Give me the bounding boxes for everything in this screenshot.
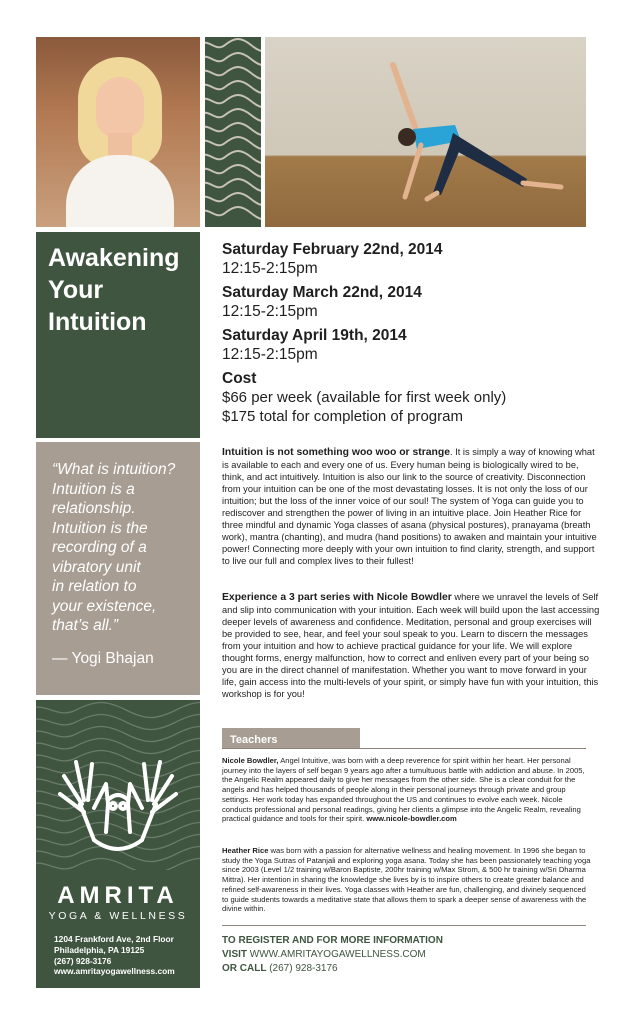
register-call[interactable] — [222, 962, 602, 976]
quote-block — [36, 442, 200, 695]
session-date: Saturday February 22nd, 2014 — [222, 241, 443, 258]
paragraph-body: where we unravel the levels of Self and slip into communication with your intuition. Each week will build upon the last accessing deeper levels of awareness and confidence. Meditation, personal and group exercises will be provided to see, hear, and feel your soul speak to you. Learn to discern the messages from your intuition and how to achieve practical guidance for your life. We will explore thought forms, energy malfunction, how to correct and enliven every part of your being so you are in the direct channel of manifestation. Whether you want to move forward in your life, gain access into the multi-levels of your spirit, or simply have fun with your intuition, this workshop is for you! — [222, 592, 600, 699]
quote-author: — Yogi Bhajan — [52, 649, 154, 667]
phone-number: (267) 928-3176 — [54, 955, 112, 966]
teacher-name: Nicole Bowdler, — [222, 756, 279, 765]
session-date: Saturday April 19th, 2014 — [222, 327, 407, 344]
hands-logo-icon — [54, 740, 182, 860]
divider — [222, 748, 586, 749]
paragraph-lead: Experience a 3 part series with Nicole Bowdler — [222, 592, 452, 603]
teacher-bio-text: Angel Intuitive, was born with a deep reverence for spirit within her heart. Her personal journey into the layers of self began 9 years ago after a tumultuous battle with addiction and abuse. In 2005, the Angelic Realm appeared daily to give her messages from the other side. She is a clear conduit for the angels and has helped thousands of people along in their personal journeys through private and group settings. Her work today has expanded throughout the US and continues to evolve each week. Nicole conducts professional and personal readings, giving her clients a glimpse into the Angelic Realm, revealing practical guidance and tools for their spirit. — [222, 756, 585, 824]
teachers-heading: Teachers — [222, 728, 360, 748]
cost-total: $175 total for completion of program — [222, 408, 463, 425]
teacher-bio-heather — [222, 846, 592, 914]
call-label: OR CALL — [222, 963, 267, 974]
session-date: Saturday March 22nd, 2014 — [222, 284, 422, 301]
event-title: Awakening Your Intuition — [48, 244, 180, 336]
teacher-bio-text: was born with a passion for alternative wellness and healing movement. In 1996 she began to study the Yoga Sutras of Patanjali and exploring yoga asana. Today she has been passionately teaching yoga since 2003 (Level 1/2 training w/Baron Baptiste, 200hr training w/Max Strom, & 500 hr training w/Sri Dharma Mittra). Her intention in sharing the knowledge she lives by is to inspire others to create greater balance and refined self-awareness in their lives. Yoga classes with Heather are fun, challenging, and divinely sequenced to guide students towards a meditative state that allows them to spark a deeper sense of awareness with the divine within. — [222, 846, 591, 914]
schedule-section — [222, 240, 602, 426]
call-number[interactable]: (267) 928-3176 — [266, 963, 338, 974]
quote-text: “What is intuition? Intuition is a relationship. Intuition is the recording of a vibratory unit in relation to your existence, that’s all.” — [52, 461, 176, 634]
visit-label: VISIT — [222, 949, 248, 960]
cost-heading: Cost — [222, 370, 257, 387]
address-line-2: Philadelphia, PA 19125 — [54, 944, 145, 955]
session-time: 12:15-2:15pm — [222, 346, 318, 363]
event-title-block — [36, 232, 200, 438]
address-line-1: 1204 Frankford Ave, 2nd Floor — [54, 934, 174, 944]
series-paragraph — [222, 591, 602, 700]
instructor-portrait-photo — [36, 37, 200, 227]
visit-url[interactable]: WWW.AMRITAYOGAWELLNESS.COM — [247, 949, 426, 960]
wave-pattern-panel — [205, 37, 261, 227]
cost-weekly: $66 per week (available for first week only) — [222, 389, 507, 406]
teacher-name: Heather Rice — [222, 846, 269, 855]
intuition-paragraph — [222, 446, 602, 567]
studio-address — [54, 934, 175, 977]
session-time: 12:15-2:15pm — [222, 303, 318, 320]
session-time: 12:15-2:15pm — [222, 260, 318, 277]
teacher-bio-nicole — [222, 756, 592, 824]
paragraph-body: . It is simply a way of knowing what is available to each and every one of us. Every human being is biologically wired to be, think, and act intuitively. Intuition is also our link to the source of creativity. Disconnection from your intuition can be one of the most devastating losses. It is not only the loss of our intuition; but the loss of the inner voice of our soul! The system of Yoga can guide you to rediscover and strengthen the power of living in an intuitive place. Join Heather Rice for three mindful and dynamic Yoga classes of asana (physical postures), pranayama (breath work), mantra (chanting), and mudra (hand positions) to awaken and maintain your intuitive power! Connecting more deeply with your own intuition to find clarity, strength, and support to live our full and complex lives to their fullest! — [222, 447, 597, 566]
register-visit[interactable] — [222, 948, 602, 962]
teacher-website-link[interactable]: www.nicole-bowdler.com — [366, 814, 457, 824]
website-link[interactable]: www.amritayogawellness.com — [54, 966, 175, 977]
paragraph-lead: Intuition is not something woo woo or strange — [222, 447, 451, 458]
register-heading: TO REGISTER AND FOR MORE INFORMATION — [222, 935, 443, 946]
brand-name: AMRITA — [57, 882, 179, 909]
yoga-pose-photo — [265, 37, 586, 227]
brand-tagline: YOGA & WELLNESS — [48, 910, 188, 922]
divider — [222, 925, 586, 926]
brand-block — [36, 700, 200, 988]
register-section — [222, 934, 602, 976]
